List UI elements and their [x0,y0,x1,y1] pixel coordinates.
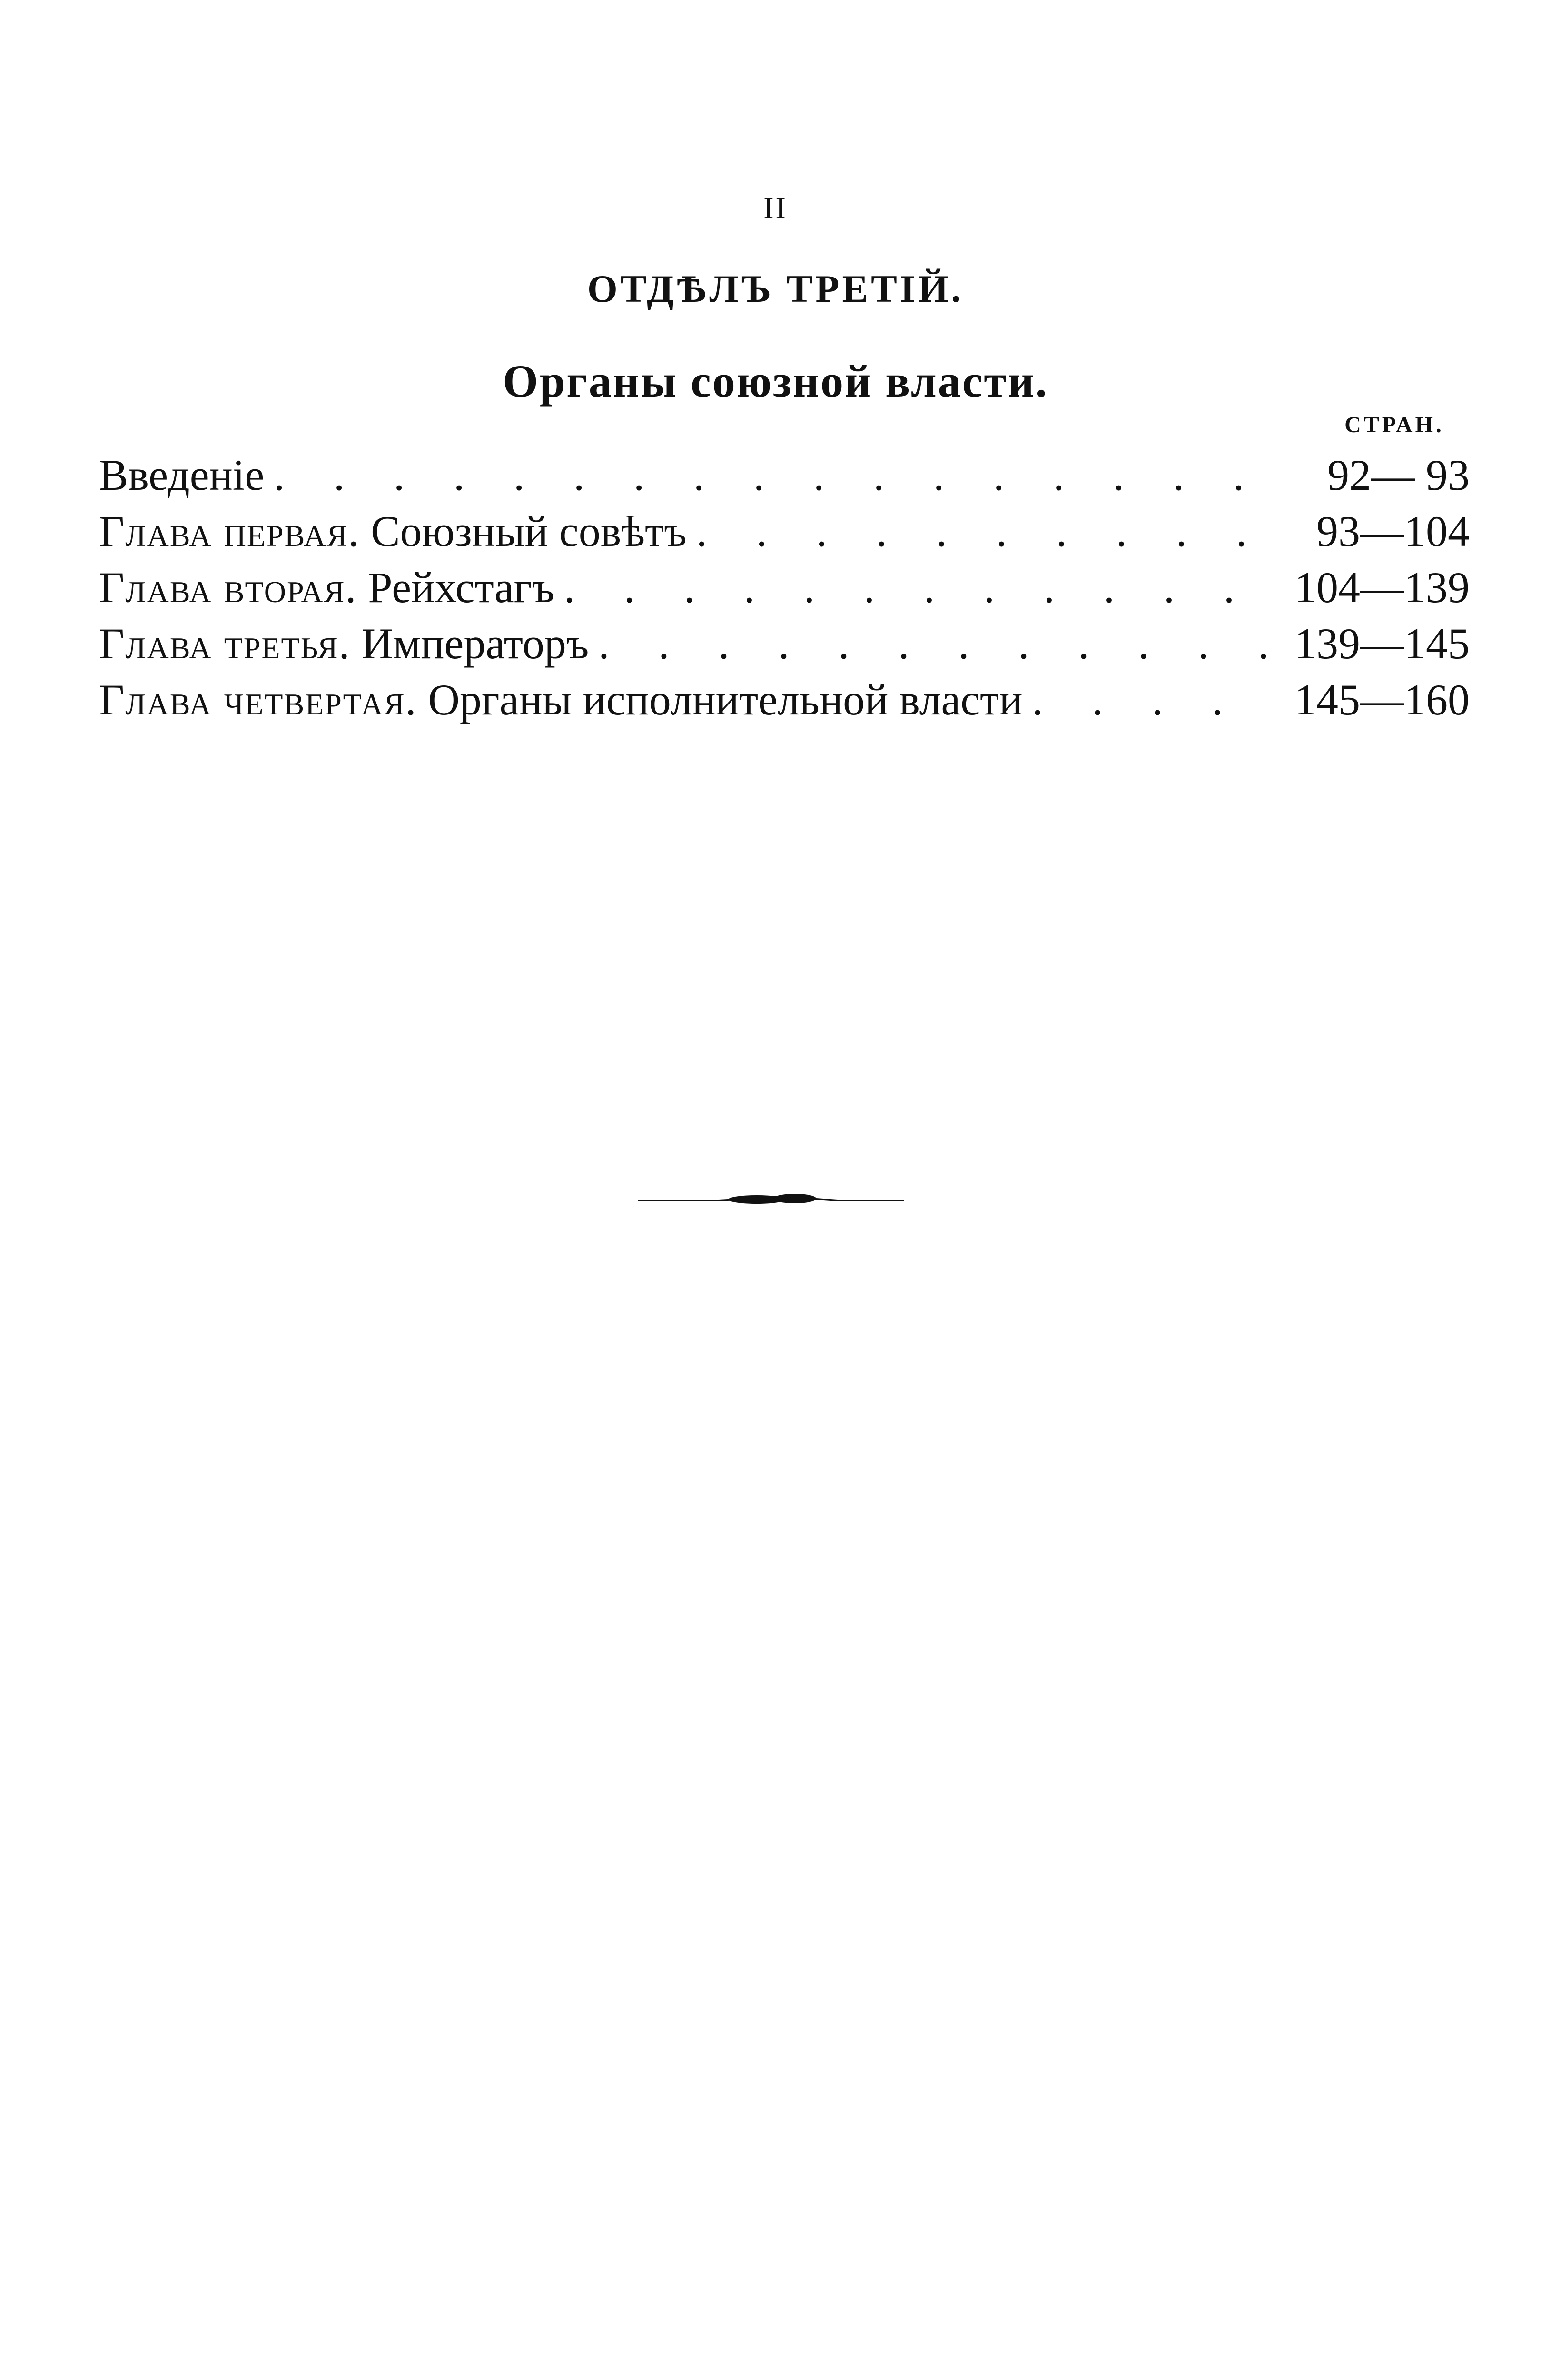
toc-entry-title [99,506,687,556]
toc-entry-name: Рейхстагъ [368,563,554,612]
toc-entry [99,450,1470,506]
toc-entry-name: Органы исполнительной власти [428,675,1023,724]
toc-entry [99,674,1470,731]
page-number: II [763,191,788,225]
pages-column-label: СТРАН. [1344,412,1444,437]
toc-entry-title [99,674,1023,725]
toc-entry-prefix: Глава вторая. [99,563,357,612]
dot-leader [1032,674,1270,725]
decorative-rule-ornament [638,1190,904,1209]
toc-entry-pages: 92— 93 [1327,451,1470,499]
table-of-contents [99,450,1470,731]
toc-entry-title [99,562,554,613]
toc-entry-pages: 145—160 [1294,675,1470,724]
toc-entry-name: Введеніе [99,451,265,499]
toc-entry-title [99,618,589,669]
toc-entry-prefix: Глава третья. [99,619,351,668]
toc-entry-pages: 93—104 [1316,507,1470,555]
toc-entry-name: Императоръ [361,619,589,668]
toc-entry [99,506,1470,562]
dot-leader [598,618,1270,669]
toc-entry-pages: 139—145 [1294,619,1470,668]
dot-leader [274,450,1270,500]
toc-entry [99,618,1470,674]
toc-entry-name: Союзный совѣтъ [371,507,687,555]
toc-entry-pages: 104—139 [1294,563,1470,612]
dot-leader [564,562,1270,613]
section-title: Органы союзной власти. [503,356,1048,407]
dot-leader [696,506,1270,556]
toc-entry-prefix: Глава первая. [99,507,360,555]
section-heading: ОТДѢЛЪ ТРЕТІЙ. [587,267,964,310]
toc-entry-prefix: Глава четвертая. [99,675,417,724]
toc-entry [99,562,1470,618]
toc-entry-title [99,450,264,500]
